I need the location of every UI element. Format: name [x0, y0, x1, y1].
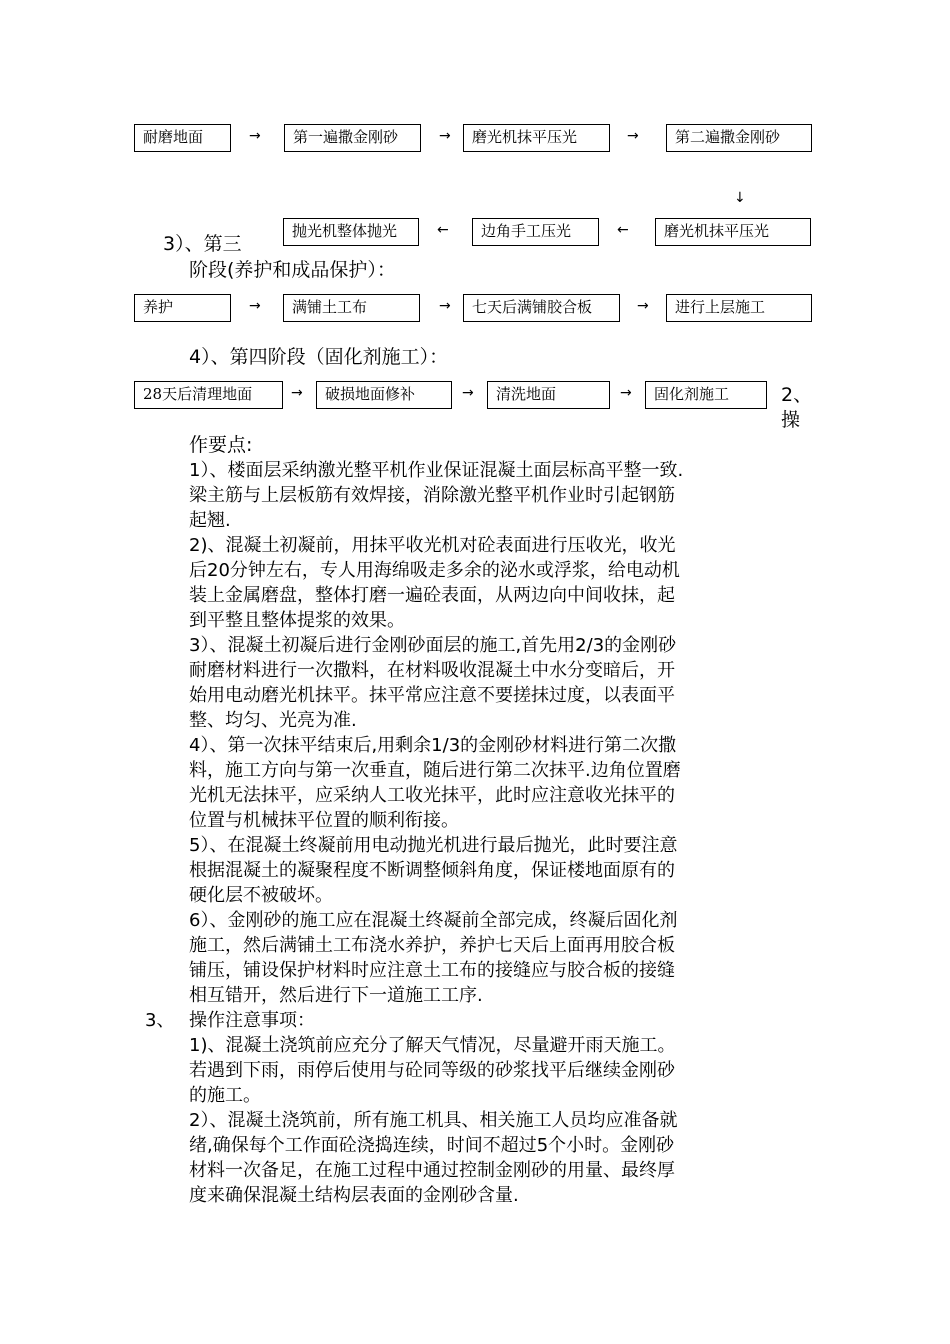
flow-box-polish: 抛光机整体抛光 — [283, 218, 419, 246]
section2-paragraph-4: 4）、第一次抹平结束后,用剩余1/3的金刚砂材料进行第二次撒 料，施工方向与第一次垂直，随后进行第二次抹平.边角位置磨 光机无法抹平，应采纳人工收光抹平，此时应注意收光抹平的 位置与机械抹平位置的顺利衔接。 — [189, 735, 681, 831]
flow-box-second-spread: 第二遍撒金刚砂 — [666, 124, 812, 152]
section2-paragraph-5: 5）、在混凝土终凝前用电动抛光机进行最后抛光，此时要注意 根据混凝土的凝聚程度不断调整倾斜角度，保证楼地面原有的 硬化层不被破坏。 — [189, 835, 678, 906]
flow-box-first-spread: 第一遍撒金刚砂 — [284, 124, 421, 152]
section2-paragraph-3: 3）、混凝土初凝后进行金刚砂面层的施工,首先用2/3的金刚砂 耐磨材料进行一次撒料，在材料吸收混凝土中水分变暗后，开 始用电动磨光机抹平。抹平常应注意不要搓抹过度，以表面平 整、均匀、光亮为准. — [189, 635, 677, 731]
section2-paragraph-1: 1）、楼面层采纳激光整平机作业保证混凝土面层标高平整一致. 梁主筋与上层板筋有效焊接，消除激光整平机作业时引起钢筋 起翘. — [189, 460, 684, 531]
arrow-right-icon: → — [249, 128, 261, 144]
stage3-heading-line1: 3）、第三 — [163, 233, 242, 255]
arrow-right-icon: → — [620, 385, 632, 401]
stage3-heading-line2: 阶段(养护和成品保护）： — [189, 259, 396, 281]
arrow-left-icon: ← — [437, 222, 449, 238]
stage3-box-geotextile: 满铺土工布 — [283, 294, 420, 322]
section2-paragraph-6: 6）、金刚砂的施工应在混凝土终凝前全部完成，终凝后固化剂 施工，然后满铺土工布浇水养护，养护七天后上面再用胶合板 铺压，铺设保护材料时应注意土工布的接缝应与胶合板的接缝 相互错开，然后进行下一道施工工序. — [189, 910, 678, 1006]
arrow-right-icon: → — [627, 128, 639, 144]
stage3-box-curing: 养护 — [134, 294, 231, 322]
stage4-box-hardener: 固化剂施工 — [645, 381, 767, 409]
section3-heading: 操作注意事项： — [189, 1010, 315, 1031]
stage3-box-plywood: 七天后满铺胶合板 — [463, 294, 620, 322]
arrow-down-icon: ↓ — [734, 190, 746, 206]
stage4-box-wash: 清洗地面 — [487, 381, 610, 409]
flow-box-trowel-press-2: 磨光机抹平压光 — [655, 218, 811, 246]
arrow-right-icon: → — [291, 385, 303, 401]
flow-box-wear-floor: 耐磨地面 — [134, 124, 231, 152]
stage4-heading: 4）、第四阶段（固化剂施工）： — [189, 346, 449, 368]
section3-number: 3、 — [145, 1010, 175, 1031]
section2-number-cont: 操 — [781, 409, 801, 431]
arrow-left-icon: ← — [617, 222, 629, 238]
section2-number: 2、 — [781, 384, 813, 406]
section2-paragraph-2: 2)、混凝土初凝前，用抹平收光机对砼表面进行压收光，收光 后20分钟左右，专人用海绵吸走多余的泌水或浮浆，给电动机 装上金属磨盘，整体打磨一遍砼表面，从两边向中间收抹，起 到平整且整体提浆的效果。 — [189, 535, 680, 631]
arrow-right-icon: → — [439, 128, 451, 144]
arrow-right-icon: → — [249, 298, 261, 314]
stage3-box-next-layer: 进行上层施工 — [666, 294, 812, 322]
flow-box-edge-press: 边角手工压光 — [472, 218, 599, 246]
arrow-right-icon: → — [439, 298, 451, 314]
stage4-box-repair: 破损地面修补 — [316, 381, 452, 409]
arrow-right-icon: → — [637, 298, 649, 314]
stage4-box-clean-28days: 28天后清理地面 — [134, 381, 283, 409]
section3-paragraph-1: 1)、混凝土浇筑前应充分了解天气情况，尽量避开雨天施工。 若遇到下雨，雨停后使用与砼同等级的砂浆找平后继续金刚砂 的施工。 — [189, 1035, 676, 1106]
arrow-right-icon: → — [462, 385, 474, 401]
section3-paragraph-2: 2）、混凝土浇筑前，所有施工机具、相关施工人员均应准备就 绪,确保每个工作面砼浇捣连续，时间不超过5个小时。金刚砂 材料一次备足，在施工过程中通过控制金刚砂的用量、最终厚 度来确保混凝土结构层表面的金刚砂含量. — [189, 1110, 678, 1206]
flow-box-trowel-press: 磨光机抹平压光 — [463, 124, 610, 152]
section2-heading: 作要点: — [189, 434, 253, 456]
